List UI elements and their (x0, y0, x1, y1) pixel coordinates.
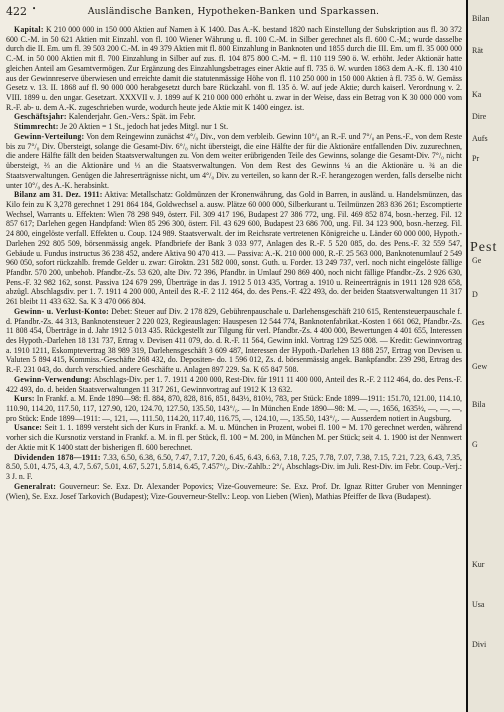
text-column (6, 25, 462, 709)
right-page-fragment: Kur (472, 560, 485, 569)
paragraph (6, 423, 462, 452)
paragraph-label: Dividenden 1878—1911: (14, 452, 101, 462)
paragraph (6, 122, 462, 132)
paragraph-label: Kapital: (14, 25, 44, 34)
right-page-fragment: Ge (472, 256, 482, 265)
paragraph-text: Kalenderjahr. Gen.-Vers.: Spät. im Febr. (66, 112, 196, 122)
paragraph-label: Gewinn-Verwendung: (14, 374, 92, 384)
right-page-fragment: D (472, 290, 478, 299)
right-page-fragment: Bilan (472, 14, 490, 23)
paragraph-text: K 210 000 000 in 150 000 Aktien auf Namen à K 1400. Das A.-K. bestand 1820 nach Einstellung der Subskription aus fl. 30 372 600 C.-M. in 50 621 Aktien mit Einzahl. von fl. 100 Wiener Währung u. fl. 100 C.-M. in Silber gerechnet als fl. 600 C.-M.; wurde dasselbe durch die II. Em. um fl. 39 503 200 C.-M. in 49 379 Aktien mit fl. 800 Einzahlung in Banknoten und 1855 durch die III. Em. um fl. 35 000 000 C.-M. in 50 000 Aktien mit fl. 700 Einzahlung in Silber auf zus. fl. 104 875 800 C.-M. = fl. 110 119 590 ö. W. erhöht. Jeder Aktionär hatte gleichen Anteil am Gesamtvermögen. Zur Ergänzung des Einzahlungsbetrages einer Aktie auf fl. 735 ö. W. wurden 1863 dem A.-K. fl. 130 410 aus der Gewinnreserve überwiesen und erreichte damit die statutenmässige Höhe von fl. 110 250 000 in 150 000 Aktien à fl. 735 ö. W. Gemäss Gesetz v. 13. II. 1868 auf fl. 90 000 000 herabgesetzt durch bare Rückzahl. von fl. 135 ö. W. auf jede Aktie; durch kaiserl. Verordnung v. 2. VIII. 1899 u. den ungar. Gesetzart. XXXVII v. J. 1899 auf K 210 000 000 erhöht u. zwar in der Weise, dass ein Betrag von K 30 000 000 vom R.-F. ab- u. dem A.-K. zugeschrieben wurde, wodurch heute jede Aktie mit K 1400 eingez. ist. (6, 25, 462, 112)
paragraph (6, 190, 462, 307)
right-page-fragment: Dire (472, 112, 487, 121)
paragraph-label: Generalrat: (14, 481, 57, 491)
paragraph-text: Von dem Reingewinn zunächst 4°/₀ Div., von dem verbleib. Gewinn 10°/₀ an R.-F. und 7°/₀ an Pens.-F., von dem Reste bis zu 7°/₀ Div. Übersteigt, solange die Gesamt-Div. 6°/₀ nicht übersteigt, die eine Hälfte der für die Aktionäre entfallenden Div. zuzurechnen, die andere Hälfte fällt den beiden Staatsverwaltungen zu. Von dem weiter erübrigenden Teile des Gewinns, solange die Gesamt-Div. 7°/₀ nicht übersteigt, ⅔ an die Aktionäre und ⅓ an die Staatsverwaltungen. Von dem Rest des Gewinns ¼ an die Aktionäre u. ¾ an die Staatsverwaltungen. Genügen die Jahreserträgnisse nicht, um 4°/₀ Div. zu verteilen, so kann der R.-F. herangezogen werden, falls derselbe nicht unter 10°/₀ des A.-K. herabsinkt. (6, 131, 462, 190)
adjacent-page-strip (466, 0, 504, 712)
right-page-fragment: Bila (472, 400, 486, 409)
paragraph (6, 25, 462, 112)
paragraph-text: Je 20 Aktien = 1 St., jedoch hat jedes Mitgl. nur 1 St. (58, 122, 229, 132)
right-page-fragment: Pest (470, 240, 498, 255)
right-page-fragment: Ka (472, 90, 482, 99)
paragraph (6, 482, 462, 501)
right-page-fragment: Gew (472, 362, 488, 371)
paragraph-label: Usance: (14, 423, 43, 433)
page-header (6, 5, 461, 19)
ink-mark: • (32, 5, 37, 13)
paragraph-text: Debet: Steuer auf Div. 2 178 829, Gebührenpauschale u. Darlehensgeschäft 210 615, Rentensteuerpauschale f. d. Pfandbr.-Zs. 44 313, Banknotensteuer 2 220 023, Regieauslagen: Hauspesen 12 544 774, Banknotenfabrikat.-Kosten 1 661 062, Pfandbr.-Zs. 11 808 454, Überträge in d. Jahr 1912 5 013 435. Rückgestellt zur Tilgung für verl. Pfandbr.-Zs. 4 400 000, Bewertungen 4 401 655, Interessen des Hypoth.-Darlehen 18 131 737, Ertrag v. Devisen 411 079, do. d. R.-F. 11 564, Gewinn inkl. Vortrag 129 525 008. — Kredit: Gewinnvortrag a. 1910 1211, Eskomptevertrag 38 989 319, Darlehensgeschäft 3 609 487, Interessen der Hypoth.-Darlehen 13 888 257, Ertrag von Devisen u. Valuten 5 894 415, Kommiss.-Geschäfte 268 432, do. Depositen- do. 1 596 012, Zs. d. börsenmässig angek. Bankpfandbr. 239 298, Ertrag des R.-F. 231 043, do. durch verschied. andere Geschäfte u. Anlagen 897 229. Sa. K 65 847 508. (6, 306, 462, 375)
right-page-fragment: G (472, 440, 478, 449)
paragraph (6, 307, 462, 375)
paragraph-text: Gouverneur: Se. Exz. Dr. Alexander Popovics; Vize-Gouverneure: Se. Exz. Prof. Dr. Ignaz Ritter Gruber von Menninger (Wien), Se. Exz. Josef Tarkovich (Budapest); Vize-Gouverneur-Stellv.: Leop. von Lieben (Wien), Mathias Pfeiffer de Ikva (Budapest). (6, 481, 462, 501)
running-title: Ausländische Banken, Hypotheken-Banken und Sparkassen. (87, 6, 380, 17)
paragraph (6, 394, 462, 423)
paragraph-text: Aktiva: Metallschatz: Goldmünzen der Kronenwährung, das Gold in Barren, in ausländ. u. Handelsmünzen, das Kilo fein zu K 3,278 gerechnet 1 291 864 184, Goldwechsel a. ausw. Plätze 60 000 000, Silberkurant u. Teilmünzen 283 836 261; Escomptierte Wechsel, Warrants u. Effekten: Wien 78 298 949, österr. Fil. 309 417 196, Budapest 27 386 772, ung. Fil. 469 852 874, bosn.-herzeg. Fil. 12 857 617; Darlehen gegen Handpfand: Wien 85 296 300, österr. Fil. 43 629 600, Budapest 23 686 700, ung. Fil. 34 123 900, bosn.-herzeg. Fil. 24 800, eingelöste verfall. Effekten u. Coup. 124 989. Staatsverwalt. der im Reichsrate vertretenen Königreiche u. Länder 60 000 000, Hypoth.-Darlehen 292 805 509, börsenmässig angek. Pfandbriefe der Bank 3 033 977, Anlagen des R.-F. 5 520 085, do. des Pens.-F. 32 559 547, Gebäude u. Fundus instructus 36 238 452, andere Aktiva 90 470 413. — Passiva: A.-K. 210 000 000, R.-F. 25 563 000, Banknotenumlauf 2 549 960 050, sofort rückzahlb. fremde Gelder u. zwar: Giroktn. 231 582 000, sonst. Guth. u. Forder. 13 249 737, verl. noch nicht eingelöste fällige Pfandbr. 570 200, unbehob. Pfandbr.-Zs. 53 620, alte Div. 72 396, Pfandbr. in Umlauf 290 869 400, noch nicht fällige Pfandbr.-Zs. 2 926 630, Pens.-F. 32 982 162, sonst. Passiva 124 679 299, Überträge in das J. 1912 5 013 435, Vortrag a. 1910 u. Reineerträgnis in 1911 128 928 658, abzügl. Abschlagsdiv. per 1. 7. 1911 4 200 000, Anteil des R.-F. 2 112 464, do. des Pens.-F. 422 493, do. der beiden Staatsverwaltungen 11 317 261 bleibt 11 433 632. Sa. K 3 470 066 804. (6, 190, 462, 307)
paragraph (6, 453, 462, 482)
right-page-fragment: Usa (472, 600, 485, 609)
right-page-fragment: Ges (472, 318, 485, 327)
right-page-fragment: Divi (472, 640, 487, 649)
paragraph-text: Seit 1. 1. 1899 versteht sich der Kurs in Frankf. a. M. u. München in Prozent, wobei fl. 100 = M. 170 gerechnet werden, während vorher sich die Kursnotiz verstand in Frankf. a. M. in fl. per Stück, fl. 100 = M. 200, in München M. per Stück; seit 4. 1. 1900 ist der Nennwert der Aktie mit K 1400 statt der bisherigen fl. 600 berechnet. (6, 423, 462, 452)
page-number: 422 (6, 5, 27, 18)
paragraph-label: Kurs: (14, 394, 35, 404)
right-page-fragment: Aufs (472, 134, 488, 143)
paragraph-label: Bilanz am 31. Dez. 1911: (14, 190, 103, 200)
paragraph (6, 375, 462, 394)
paragraph (6, 132, 462, 190)
right-page-fragment: Rät (472, 46, 484, 55)
paragraph (6, 112, 462, 122)
paragraph-text: 7.33, 6.50, 6.38, 6.50, 7.47, 7.17, 7.20, 6.45, 6.43, 6.63, 7.18, 7.25, 7.78, 7.07, 7.38, 7.15, 7.21, 7.23, 6.43, 7.35, 8.50, 5.01, 4.75, 4.3, 4.7, 5.67, 5.01, 4.67, 5.271, 5.814, 6.45, 7.457°/₀. Div.-Zahlb.: 2°/₀ Abschlags-Div. im Juli. Rest-Div. im Febr. Coup.-Verj.: 3 J. n. F. (6, 452, 462, 482)
paragraph-label: Gewinn-Verteilung: (14, 131, 85, 141)
paragraph-label: Gewinn- u. Verlust-Konto: (14, 306, 109, 316)
right-page-fragment: Pr (472, 154, 480, 163)
paragraph-label: Geschäftsjahr: (14, 112, 67, 122)
paragraph-text: In Frankf. a. M. Ende 1890—98: fl. 884, 870, 828, 816, 851, 843½, 810½, 783, per Stück: Ende 1899—1911: 151.70, 121.00, 114.10, 110.90, 114.20, 117.50, 117, 127.90, 120, 124.70, 127.50, 135.50, 143°/₀. — In München Ende 1890—98: M. —, —, 1656, 1635½, —, —, —, pro Stück: Ende 1899—1911: —, 121, —, 111.50, 114.20, 117.40, 116.75, —, 124.10, —, 135.50, 143°/₀. — Ausserdem notiert in Augsburg. (6, 394, 462, 423)
paragraph-text: Abschlags-Div. per 1. 7. 1911 4 200 000, Rest-Div. für 1911 11 400 000, Anteil des R.-F. 2 112 464, do. des Pens.-F. 422 493, do. d. beiden Staatsverwaltungen 11 317 261, Gewinnvortrag auf 1912 K 13 632. (6, 374, 462, 394)
paragraph-label: Stimmrecht: (14, 122, 59, 132)
